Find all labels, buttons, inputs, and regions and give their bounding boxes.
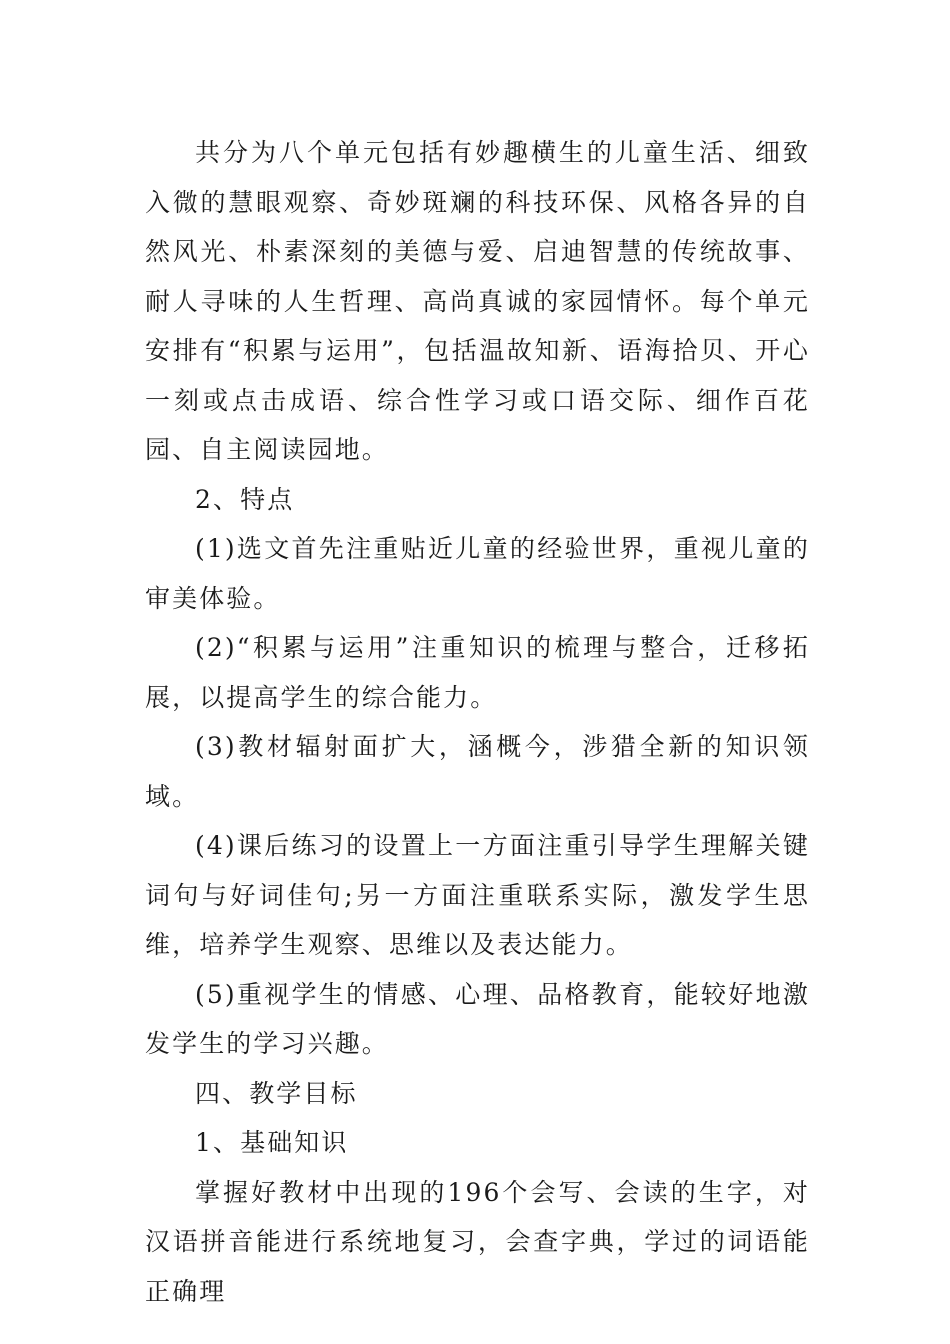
heading-teaching-goals: 四、教学目标 xyxy=(195,1078,358,1108)
document-body xyxy=(145,128,810,1316)
paragraph-feature-3: (3)教材辐射面扩大，涵概今，涉猎全新的知识领域。 xyxy=(145,732,810,811)
paragraph-basic-knowledge: 掌握好教材中出现的196个会写、会读的生字，对汉语拼音能进行系统地复习，会查字典，学过的词语能正确理 xyxy=(145,1177,810,1306)
paragraph-units-overview: 共分为八个单元包括有妙趣横生的儿童生活、细致入微的慧眼观察、奇妙斑斓的科技环保、风格各异的自然风光、朴素深刻的美德与爱、启迪智慧的传统故事、耐人寻味的人生哲理、高尚真诚的家园情怀。每个单元安排有“积累与运用”，包括温故知新、语海拾贝、开心一刻或点击成语、综合性学习或口语交际、细作百花园、自主阅读园地。 xyxy=(145,138,810,464)
paragraph-feature-5: (5)重视学生的情感、心理、品格教育，能较好地激发学生的学习兴趣。 xyxy=(145,979,810,1058)
paragraph-feature-4: (4)课后练习的设置上一方面注重引导学生理解关键词句与好词佳句;另一方面注重联系实际，激发学生思维，培养学生观察、思维以及表达能力。 xyxy=(145,831,810,959)
heading-features: 2、特点 xyxy=(195,484,295,514)
paragraph-feature-1: (1)选文首先注重贴近儿童的经验世界，重视儿童的审美体验。 xyxy=(145,534,810,613)
heading-basic-knowledge: 1、基础知识 xyxy=(195,1128,349,1157)
paragraph-feature-2: (2)“积累与运用”注重知识的梳理与整合，迁移拓展，以提高学生的综合能力。 xyxy=(145,633,810,712)
